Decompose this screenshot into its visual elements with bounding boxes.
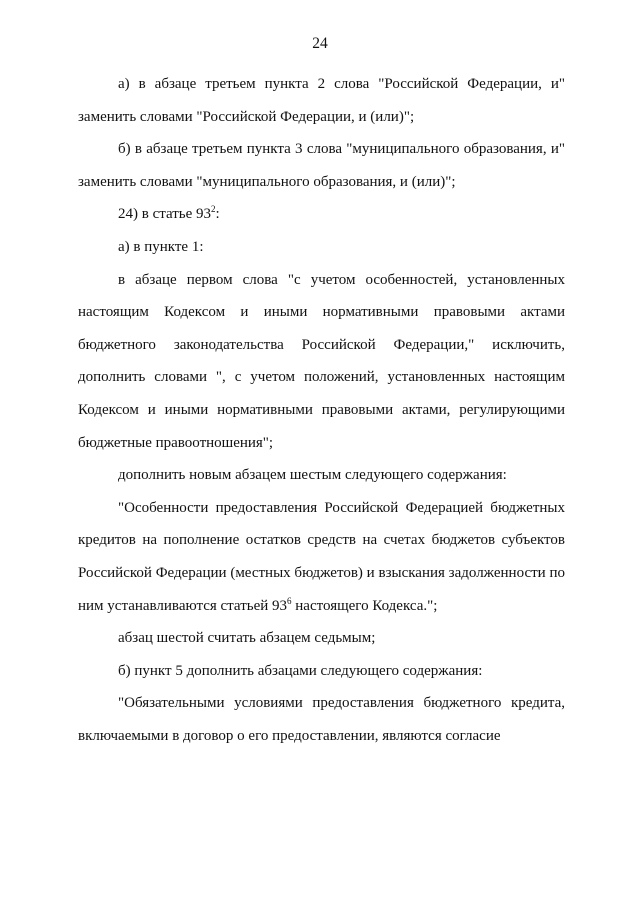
paragraph-first-clause-amendment: в абзаце первом слова "с учетом особенностей, установленных настоящим Кодексом и иными нормативными правовыми актами бюджетного законодательства Российской Федерации," исключить, дополнить словами ", с учетом положений, установленных настоящим Кодексом и иными нормативными правовыми актами, регулирующими бюджетные правоотношения"; [78, 271, 565, 451]
quoted-sixth-clause-end: настоящего Кодекса."; [291, 597, 438, 614]
paragraph-article-93-2-colon: : [215, 206, 220, 223]
paragraph-item-b-clause-3: б) в абзаце третьем пункта 3 слова "муниципального образования, и" заменить словами "муниципального образования, и (или)"; [78, 141, 565, 190]
paragraph-mandatory-conditions: "Обязательными условиями предоставления бюджетного кредита, включаемыми в договор о его предоставлении, являются согласие [78, 695, 565, 744]
document-body [78, 68, 565, 752]
quoted-sixth-clause-text: "Особенности предоставления Российской Федерацией бюджетных кредитов на пополнение остатков средств на счетах бюджетов субъектов Российской Федерации (местных бюджетов) и взыскания задолженности по ним устанавливаются статьей 93 [78, 499, 565, 614]
paragraph-point-5-addition: б) пункт 5 дополнить абзацами следующего содержания: [118, 662, 483, 679]
paragraph-article-93-2-heading [78, 198, 565, 231]
paragraph-quoted-sixth-clause [78, 492, 565, 622]
paragraph-new-sixth-clause: дополнить новым абзацем шестым следующего содержания: [118, 467, 507, 484]
paragraph-item-a-clause-2: а) в абзаце третьем пункта 2 слова "Российской Федерации, и" заменить словами "Российской Федерации, и (или)"; [78, 76, 565, 125]
page-number: 24 [312, 35, 328, 52]
superscript-6: 6 [287, 595, 292, 606]
paragraph-sixth-to-seventh: абзац шестой считать абзацем седьмым; [118, 630, 376, 647]
paragraph-article-93-2-text: 24) в статье 93 [118, 206, 212, 223]
superscript-2: 2 [211, 204, 216, 215]
paragraph-point-1: а) в пункте 1: [118, 238, 204, 255]
